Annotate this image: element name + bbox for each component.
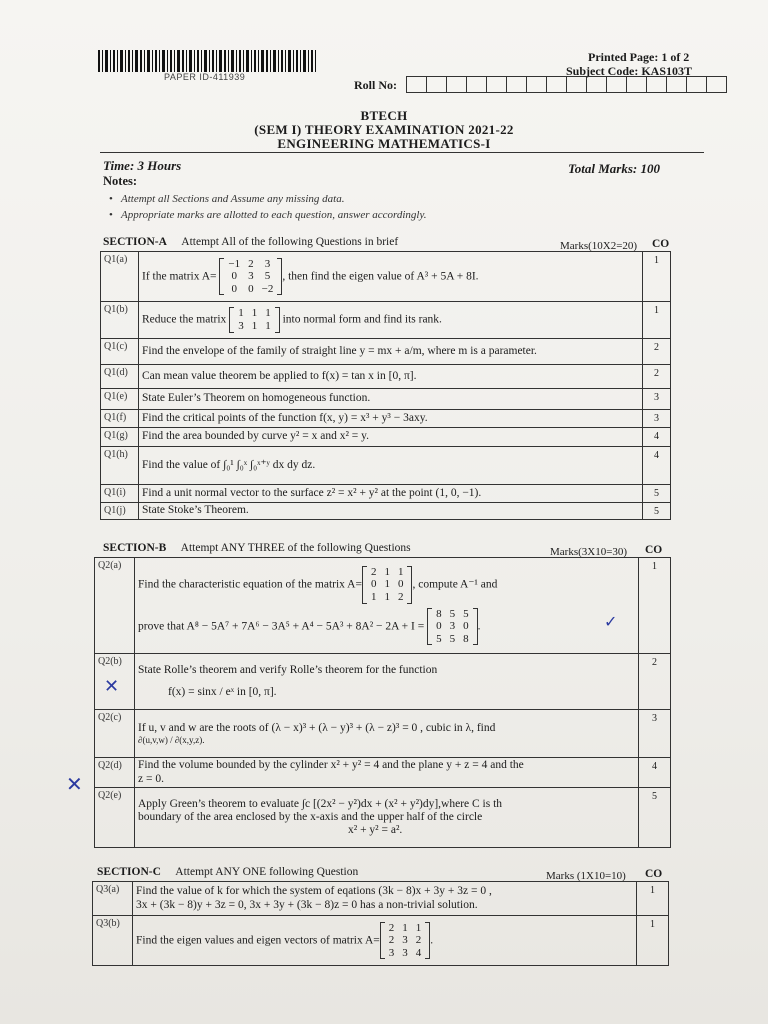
notes-label: Notes: [103, 174, 138, 188]
question-text: Find the value of ∫₀¹ ∫₀ˣ ∫₀ˣ⁺ʸ dx dy dz. [139, 447, 643, 485]
matrix: 8 5 5 0 3 0 5 5 8 [427, 608, 478, 646]
question-text: State Rolle’s theorem and verify Rolle’s theorem for the function f(x) = sinx / eˣ in [0, π]. [135, 654, 639, 710]
total-marks-label: Total Marks: 100 [568, 161, 660, 176]
question-id: Q1(h) [101, 447, 139, 485]
co-value: 2 [639, 654, 671, 710]
paper-id: PAPER ID-411939 [164, 72, 246, 82]
section-a-title: SECTION-A [103, 236, 167, 248]
question-id: Q1(j) [101, 503, 139, 520]
co-value: 4 [643, 428, 671, 447]
co-value: 3 [643, 410, 671, 428]
question-text: Can mean value theorem be applied to f(x) = tan x in [0, π]. [139, 365, 643, 389]
question-text: Find the eigen values and eigen vectors of matrix A= 2 1 1 2 3 2 3 3 4 . [133, 916, 637, 966]
subject-code-label: Subject Code: KAS103T [566, 64, 693, 78]
co-value: 2 [643, 365, 671, 389]
section-c-instruction: Attempt ANY ONE following Question [175, 866, 359, 878]
co-value: 1 [637, 916, 669, 966]
co-value: 5 [643, 485, 671, 503]
pen-cross-mark: ✕ [66, 772, 83, 796]
table-row [101, 339, 671, 365]
section-b-instruction: Attempt ANY THREE of the following Questions [180, 542, 411, 554]
co-value: 2 [643, 339, 671, 365]
table-row [101, 365, 671, 389]
table-row [93, 882, 669, 916]
question-text: If the matrix A= −1 2 3 0 3 5 0 0 −2 , then find the eigen value of A³ + 5A + 8I. [139, 252, 643, 302]
question-text: Find the volume bounded by the cylinder x² + y² = 4 and the plane y + z = 4 and the z = 0. [135, 758, 639, 788]
question-text: State Stoke’s Theorem. [139, 503, 643, 520]
table-row [101, 389, 671, 410]
pen-cross-mark: ✕ [104, 676, 120, 697]
note-item: • Attempt all Sections and Assume any missing data. [121, 193, 344, 205]
section-a-instruction: Attempt All of the following Questions in brief [181, 236, 399, 248]
section-a-table [100, 251, 671, 520]
section-b-table [94, 557, 671, 848]
question-id: Q2(a) [95, 558, 135, 654]
co-value: 1 [643, 302, 671, 339]
question-id: Q1(e) [101, 389, 139, 410]
question-id: Q3(b) [93, 916, 133, 966]
co-value: 5 [643, 503, 671, 520]
table-row [101, 252, 671, 302]
question-id: Q3(a) [93, 882, 133, 916]
printed-page-label: Printed Page: 1 of 2 [588, 50, 690, 64]
table-row [101, 485, 671, 503]
question-id: Q1(c) [101, 339, 139, 365]
table-row [95, 788, 671, 848]
note-item: • Appropriate marks are allotted to each question, answer accordingly. [121, 209, 427, 221]
question-text: Find the area bounded by curve y² = x and x² = y. [139, 428, 643, 447]
co-value: 5 [639, 788, 671, 848]
roll-no-boxes [407, 76, 727, 93]
table-row [95, 758, 671, 788]
co-value: 1 [639, 558, 671, 654]
course-title: ENGINEERING MATHEMATICS-I [277, 136, 491, 151]
co-value: 3 [639, 710, 671, 758]
question-id: Q2(c) [95, 710, 135, 758]
question-text: If u, v and w are the roots of (λ − x)³ + (λ − y)³ + (λ − z)³ = 0 , cubic in λ, find ∂(u,v,w) / ∂(x,y,z). [135, 710, 639, 758]
section-b-heading [103, 542, 411, 554]
question-id: Q1(a) [101, 252, 139, 302]
degree-title: BTECH [360, 108, 408, 123]
matrix: 1 1 1 3 1 1 [229, 307, 280, 332]
question-text: Find the critical points of the function f(x, y) = x³ + y³ − 3axy. [139, 410, 643, 428]
section-c-marks: Marks (1X10=10) [546, 870, 626, 882]
question-id: Q2(e) [95, 788, 135, 848]
question-id: Q2(b) [95, 654, 135, 710]
matrix: 2 1 1 2 3 2 3 3 4 [380, 922, 431, 960]
co-value: 4 [643, 447, 671, 485]
matrix: 2 1 1 0 1 0 1 1 2 [362, 566, 413, 604]
question-id: Q2(d) [95, 758, 135, 788]
section-a-heading [103, 236, 398, 248]
barcode-image [98, 50, 316, 72]
question-text: Reduce the matrix 1 1 1 3 1 1 into normal form and find its rank. [139, 302, 643, 339]
question-id: Q1(b) [101, 302, 139, 339]
question-text: Find the envelope of the family of straight line y = mx + a/m, where m is a parameter. [139, 339, 643, 365]
section-c-table [92, 881, 669, 966]
matrix: −1 2 3 0 3 5 0 0 −2 [219, 258, 282, 296]
exam-title: (SEM I) THEORY EXAMINATION 2021-22 [254, 122, 514, 137]
roll-no-label: Roll No: [354, 78, 397, 92]
section-b-title: SECTION-B [103, 542, 167, 554]
co-value: 1 [637, 882, 669, 916]
co-value: 1 [643, 252, 671, 302]
question-id: Q1(d) [101, 365, 139, 389]
table-row [101, 503, 671, 520]
table-row [95, 710, 671, 758]
section-a-marks: Marks(10X2=20) [560, 240, 638, 252]
section-b-marks: Marks(3X10=30) [550, 546, 628, 558]
pen-check-mark: ✓ [604, 612, 618, 631]
question-text: Find the characteristic equation of the matrix A= 2 1 1 0 1 0 1 1 2 , compute A⁻¹ and prove that A⁸ − 5A⁷ + 7A⁶ − 3A⁵ + A⁴ − 5A³ + 8A² − 2A + I = 8 5 5 0 3 0 5 5 8 . [135, 558, 639, 654]
question-id: Q1(g) [101, 428, 139, 447]
header-divider [100, 152, 704, 153]
section-b-co-label: CO [645, 544, 663, 556]
table-row [101, 302, 671, 339]
question-text: Apply Green’s theorem to evaluate ∫c [(2x² − y²)dx + (x² + y²)dy],where C is th boundary of the area enclosed by the x-axis and the upper half of the circle x² + y² = a². [135, 788, 639, 848]
co-value: 3 [643, 389, 671, 410]
question-text: Find the value of k for which the system of eqations (3k − 8)x + 3y + 3z = 0 , 3x + (3k − 8)y + 3z = 0, 3x + 3y + (3k − 8)z = 0 has a non-trivial solution. [133, 882, 637, 916]
question-text: State Euler’s Theorem on homogeneous function. [139, 389, 643, 410]
section-c-title: SECTION-C [97, 866, 161, 878]
question-text: Find a unit normal vector to the surface z² = x² + y² at the point (1, 0, −1). [139, 485, 643, 503]
table-row [101, 410, 671, 428]
section-c-heading [97, 866, 358, 878]
table-row [95, 558, 671, 654]
question-id: Q1(f) [101, 410, 139, 428]
table-row [93, 916, 669, 966]
section-c-co-label: CO [645, 868, 663, 880]
co-value: 4 [639, 758, 671, 788]
time-label: Time: 3 Hours [103, 158, 182, 173]
table-row [101, 428, 671, 447]
section-a-co-label: CO [652, 238, 670, 250]
table-row [95, 654, 671, 710]
question-id: Q1(i) [101, 485, 139, 503]
table-row [101, 447, 671, 485]
